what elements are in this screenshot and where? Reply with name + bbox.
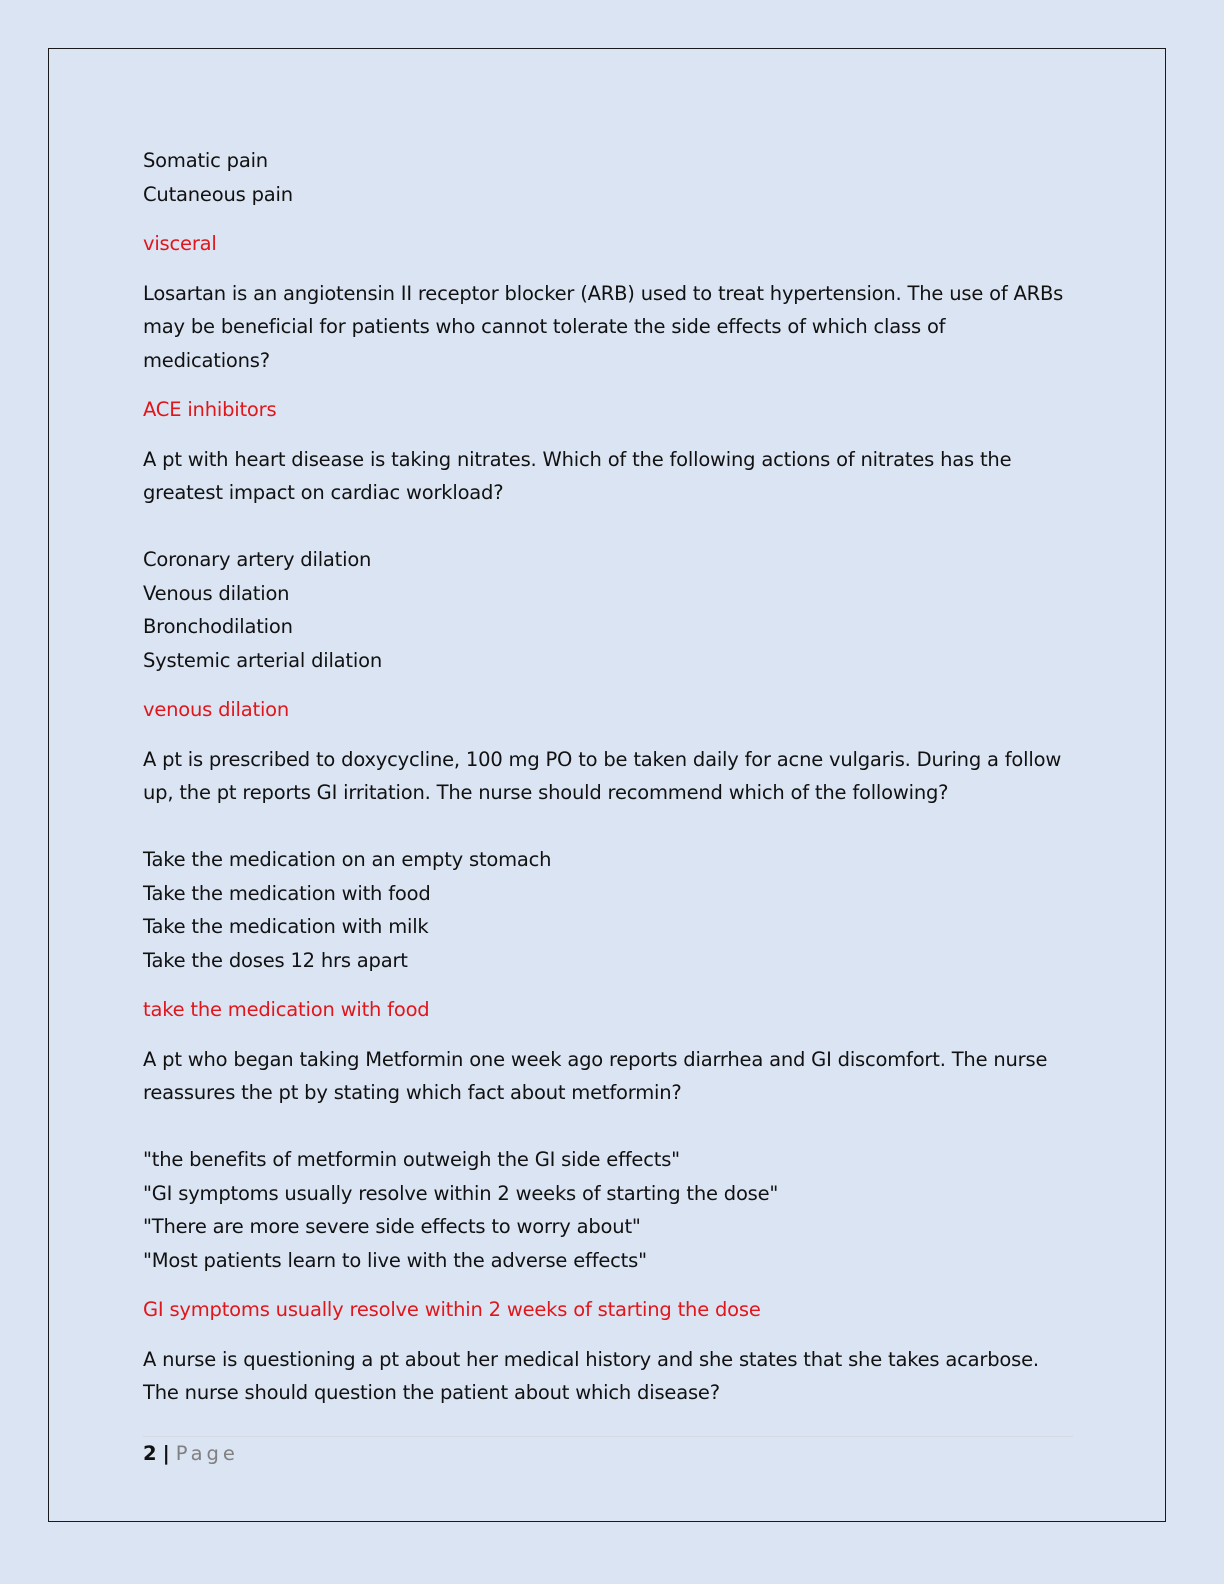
option-line: Take the medication on an empty stomach bbox=[143, 848, 552, 871]
question-line: A pt with heart disease is taking nitrates. Which of the following actions of nitrates has the bbox=[143, 447, 1012, 471]
option-line: "the benefits of metformin outweigh the GI side effects" bbox=[143, 1148, 680, 1171]
option-line: "GI symptoms usually resolve within 2 weeks of starting the dose" bbox=[143, 1181, 779, 1205]
option-line: Bronchodilation bbox=[143, 615, 293, 638]
question-line: reassures the pt by stating which fact about metformin? bbox=[143, 1081, 682, 1104]
question-line: A pt who began taking Metformin one week ago reports diarrhea and GI discomfort. The nurse bbox=[143, 1047, 1048, 1071]
option-line: Venous dilation bbox=[143, 581, 290, 605]
answer-text: ACE inhibitors bbox=[143, 398, 277, 421]
option-line: Take the doses 12 hrs apart bbox=[143, 948, 408, 972]
question-line: Losartan is an angiotensin II receptor blocker (ARB) used to treat hypertension. The use of ARBs bbox=[143, 281, 1064, 305]
page-number: 2 bbox=[143, 1442, 157, 1465]
option-line: Coronary artery dilation bbox=[143, 548, 372, 571]
question-line: may be beneficial for patients who cannot tolerate the side effects of which class of bbox=[143, 315, 946, 338]
question-line: medications? bbox=[143, 348, 270, 372]
document-body bbox=[143, 144, 1073, 1410]
option-line: Take the medication with milk bbox=[143, 915, 429, 938]
answer-text: visceral bbox=[143, 232, 217, 255]
question-line: The nurse should question the patient about which disease? bbox=[143, 1381, 720, 1404]
page-footer bbox=[143, 1440, 239, 1468]
footer-divider bbox=[143, 1436, 1073, 1437]
question-line: greatest impact on cardiac workload? bbox=[143, 481, 504, 504]
page-label: Page bbox=[175, 1442, 239, 1465]
question-line: up, the pt reports GI irritation. The nurse should recommend which of the following? bbox=[143, 781, 949, 804]
option-line: Somatic pain bbox=[143, 149, 268, 172]
answer-text: take the medication with food bbox=[143, 998, 430, 1021]
answer-text: venous dilation bbox=[143, 698, 290, 721]
option-line: "There are more severe side effects to worry about" bbox=[143, 1215, 641, 1238]
option-line: Systemic arterial dilation bbox=[143, 648, 382, 672]
option-line: Take the medication with food bbox=[143, 881, 431, 905]
option-line: "Most patients learn to live with the adverse effects" bbox=[143, 1248, 647, 1272]
question-line: A pt is prescribed to doxycycline, 100 mg PO to be taken daily for acne vulgaris. During a follow bbox=[143, 747, 1062, 771]
option-line: Cutaneous pain bbox=[143, 182, 293, 206]
question-line: A nurse is questioning a pt about her medical history and she states that she takes acarbose. bbox=[143, 1347, 1039, 1371]
footer-separator: | bbox=[162, 1442, 170, 1465]
answer-text: GI symptoms usually resolve within 2 weeks of starting the dose bbox=[143, 1298, 761, 1321]
